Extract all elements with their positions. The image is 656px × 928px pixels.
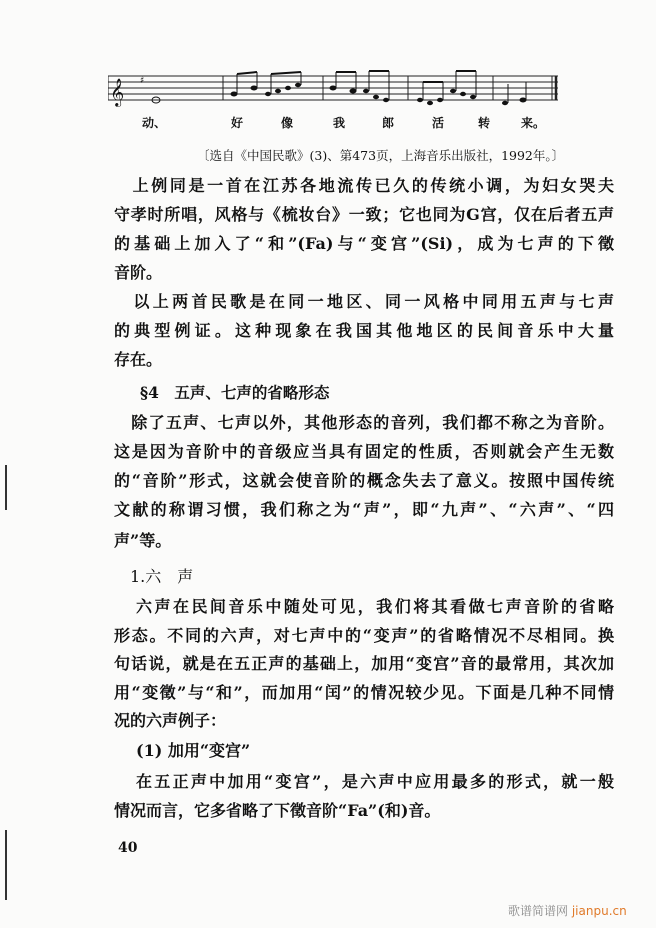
watermark-url: jianpu.cn bbox=[571, 904, 627, 918]
text-line: 除了五声、七声以外，其他形态的音列，我们都不称之为音阶。 bbox=[114, 413, 614, 432]
text-line: 守孝时所唱，风格与《梳妆台》一致；它也同为G宫，仅在后者五声 bbox=[114, 205, 614, 224]
lyric-syllable: 活 bbox=[432, 116, 445, 130]
watermark-text: 歌谱简谱网 bbox=[508, 904, 569, 918]
text-line: 形态。不同的六声，对七声中的“变声”的省略情况不尽相同。换 bbox=[114, 626, 614, 645]
text-line: 用“变徵”与“和”，而加用“闰”的情况较少见。下面是几种不同情 bbox=[114, 683, 614, 702]
sharp-icon: ♯ bbox=[140, 76, 145, 86]
text-line: 这是因为音阶中的音级应当具有固定的性质，否则就会产生无数 bbox=[114, 442, 614, 461]
text-line: 在五正声中加用“变宫”，是六声中应用最多的形式，就一般 bbox=[136, 772, 614, 791]
text-line: 六声在民间音乐中随处可见，我们将其看做七声音阶的省略 bbox=[136, 597, 614, 616]
lyric-syllable: 我 bbox=[333, 116, 346, 130]
text-line: 的典型例证。这种现象在我国其他地区的民间音乐中大量 bbox=[114, 321, 614, 340]
text-line: 以上两首民歌是在同一地区、同一风格中同用五声与七声 bbox=[114, 292, 614, 311]
page-number: 40 bbox=[118, 840, 138, 856]
subheading: 1.六 声 bbox=[114, 567, 194, 586]
text-line: 音阶。 bbox=[114, 263, 163, 282]
source-citation: 〔选自《中国民歌》(3)、第473页，上海音乐出版社，1992年。〕 bbox=[197, 148, 565, 163]
lyric-syllable: 转 bbox=[478, 116, 491, 130]
text-line: 存在。 bbox=[114, 350, 163, 369]
text-line: 声”等。 bbox=[114, 531, 172, 550]
watermark bbox=[508, 902, 627, 919]
music-staff bbox=[108, 70, 558, 110]
item-heading: (1) 加用“变宫” bbox=[136, 741, 251, 760]
treble-clef-icon: 𝄞 bbox=[110, 78, 125, 106]
lyric-syllable: 来。 bbox=[521, 116, 546, 130]
scan-artifact bbox=[5, 465, 7, 510]
text-line: 文献的称谓习惯，我们称之为“声”，即“九声”、“六声”、“四 bbox=[114, 500, 614, 519]
text-line: 句话说，就是在五正声的基础上，加用“变宫”音的最常用，其次加 bbox=[114, 654, 614, 673]
lyric-syllable: 好 bbox=[231, 116, 244, 130]
text-line: 情况而言，它多省略了下徵音阶“Fa”(和)音。 bbox=[114, 801, 441, 820]
scan-artifact bbox=[5, 830, 7, 900]
text-line: 况的六声例子： bbox=[114, 711, 227, 730]
lyric-syllable: 郎 bbox=[382, 116, 395, 130]
text-line: 的基础上加入了“和”(Fa)与“变宫”(Si)，成为七声的下徵 bbox=[114, 234, 614, 253]
text-line: 的“音阶”形式，这就会使音阶的概念失去了意义。按照中国传统 bbox=[114, 471, 614, 490]
lyric-syllable: 像 bbox=[281, 116, 294, 130]
lyric-syllable: 动、 bbox=[142, 116, 167, 130]
section-heading: §4 五声、七声的省略形态 bbox=[140, 383, 330, 402]
text-line: 上例同是一首在江苏各地流传已久的传统小调，为妇女哭夫 bbox=[114, 176, 614, 195]
